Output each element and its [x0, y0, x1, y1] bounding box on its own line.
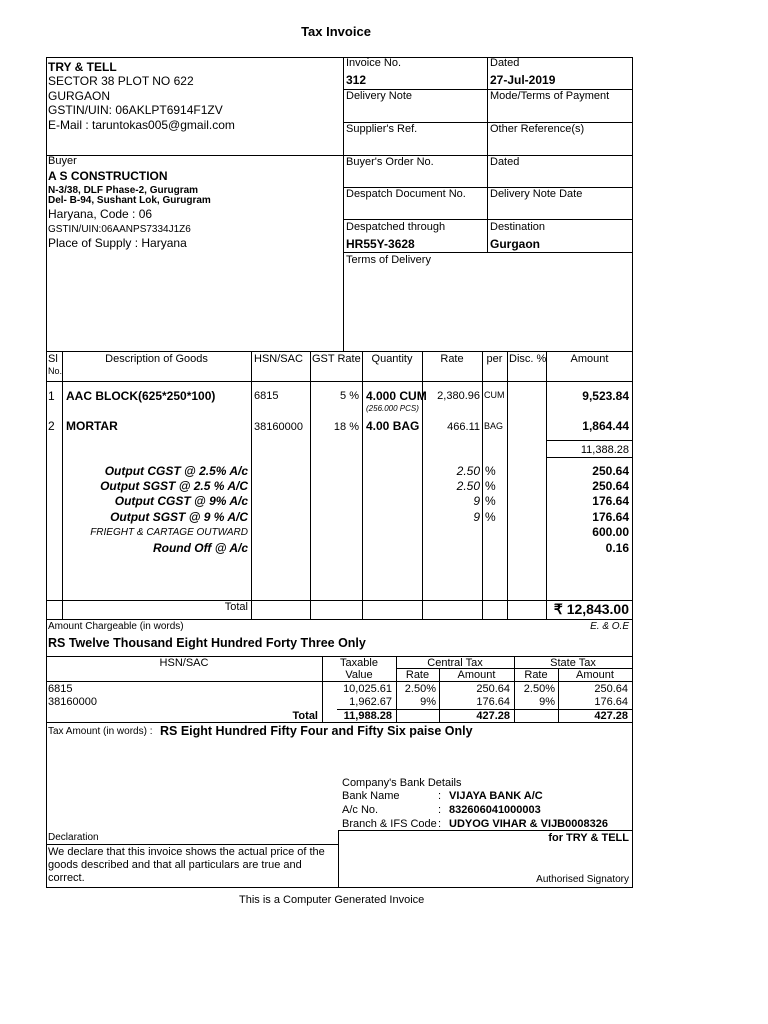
- hsn-total-central: 427.28: [476, 710, 510, 722]
- state-amount-header: Amount: [576, 669, 614, 681]
- eoe: E. & O.E: [590, 621, 629, 632]
- taxable-col-header: Taxable: [340, 657, 378, 669]
- seller-gstin: GSTIN/UIN: 06AKLPT6914F1ZV: [48, 103, 223, 117]
- tax-rate: 2.50: [456, 479, 480, 493]
- item-hsn: 38160000: [254, 421, 303, 433]
- item-per: CUM: [484, 390, 505, 400]
- seller-address-line2: GURGAON: [48, 89, 111, 103]
- state-rate: 9%: [539, 696, 555, 708]
- tax-percent: %: [485, 494, 496, 508]
- hsn-total-state: 427.28: [594, 710, 628, 722]
- hsn-col-header: HSN/SAC: [159, 657, 209, 669]
- state-rate-header: Rate: [524, 669, 548, 681]
- seller-name: TRY & TELL: [48, 60, 117, 74]
- total-label: Total: [224, 601, 248, 613]
- bank-colon: :: [438, 790, 442, 802]
- seller-email: E-Mail : taruntokas005@gmail.com: [48, 118, 235, 132]
- item-gst-rate: 5 %: [340, 390, 359, 402]
- central-rate-header: Rate: [405, 669, 430, 681]
- state-rate: 2.50%: [523, 683, 555, 695]
- hsn-code: 6815: [48, 683, 73, 695]
- subtotal-amount: 11,388.28: [580, 444, 629, 456]
- tax-amount: 600.00: [592, 525, 629, 539]
- buyer-address-line1: N-3/38, DLF Phase-2, Gurugram: [48, 185, 199, 196]
- declaration-line1: We declare that this invoice shows the actual price of the: [48, 846, 325, 858]
- item-quantity: 4.00 BAG: [366, 419, 420, 433]
- col-gst-rate: GST Rate: [312, 353, 361, 365]
- state-amount: 250.64: [594, 683, 628, 695]
- col-per: per: [486, 353, 503, 365]
- account-no: 832606041000003: [449, 804, 541, 816]
- buyers-order-label: Buyer's Order No.: [346, 156, 434, 168]
- mode-terms-label: Mode/Terms of Payment: [490, 90, 610, 102]
- despatched-through: HR55Y-3628: [346, 237, 415, 251]
- bank-name-label: Bank Name: [342, 790, 400, 802]
- invoice-date: 27-Jul-2019: [490, 73, 556, 87]
- for-company: for TRY & TELL: [548, 832, 629, 844]
- tax-amount: 250.64: [592, 464, 629, 478]
- col-amount: Amount: [570, 353, 609, 365]
- item-rate: 466.11: [447, 421, 480, 433]
- tax-label: Output SGST @ 9 % A/C: [110, 510, 248, 524]
- tax-rate: 9: [473, 510, 480, 524]
- tax-percent: %: [485, 464, 496, 478]
- branch-ifsc: UDYOG VIHAR & VIJB0008326: [449, 818, 608, 830]
- authorised-signatory: Authorised Signatory: [536, 874, 629, 885]
- state-amount: 176.64: [594, 696, 628, 708]
- central-amount-header: Amount: [457, 669, 496, 681]
- central-tax-header: Central Tax: [427, 657, 483, 669]
- buyer-address-line2: Del- B-94, Sushant Lok, Gurugram: [48, 195, 211, 206]
- central-amount: 250.64: [476, 683, 510, 695]
- col-quantity: Quantity: [371, 353, 413, 365]
- item-hsn: 6815: [254, 390, 279, 402]
- col-rate: Rate: [440, 353, 464, 365]
- taxable-value: 1,962.67: [349, 696, 392, 708]
- tax-label: Output SGST @ 2.5 % A/C: [100, 479, 248, 493]
- despatched-through-label: Despatched through: [346, 221, 446, 233]
- terms-of-delivery-label: Terms of Delivery: [346, 254, 431, 266]
- col-description: Description of Goods: [105, 353, 208, 365]
- buyer-name: A S CONSTRUCTION: [48, 169, 168, 183]
- item-sl: 1: [48, 389, 55, 403]
- amount-words-label: Amount Chargeable (in words): [48, 621, 184, 632]
- order-dated-label: Dated: [490, 156, 520, 168]
- bank-colon: :: [438, 804, 442, 816]
- item-sl: 2: [48, 419, 55, 433]
- col-sl-no: No.: [48, 366, 63, 376]
- state-tax-header: State Tax: [550, 657, 596, 669]
- declaration-label: Declaration: [48, 832, 99, 843]
- tax-amount: 176.64: [592, 510, 629, 524]
- destination: Gurgaon: [490, 237, 540, 251]
- taxable-col-header-2: Value: [345, 669, 373, 681]
- tax-label: Output CGST @ 2.5% A/c: [104, 464, 248, 478]
- col-sl: Sl: [48, 353, 58, 365]
- tax-percent: %: [485, 510, 496, 524]
- suppliers-ref-label: Supplier's Ref.: [346, 123, 418, 135]
- tax-amount-in-words: RS Eight Hundred Fifty Four and Fifty Six paise Only: [160, 724, 473, 738]
- tax-label: Round Off @ A/c: [152, 541, 248, 555]
- taxable-value: 10,025.61: [343, 683, 392, 695]
- despatch-doc-label: Despatch Document No.: [346, 188, 466, 200]
- item-quantity: 4.000 CUM: [366, 389, 427, 403]
- tax-rate: 9: [473, 494, 480, 508]
- place-of-supply: Place of Supply : Haryana: [48, 236, 187, 250]
- delivery-note-date-label: Delivery Note Date: [490, 188, 583, 200]
- delivery-note-label: Delivery Note: [346, 90, 413, 102]
- amount-in-words: RS Twelve Thousand Eight Hundred Forty Three Only: [48, 636, 366, 650]
- buyer-label: Buyer: [48, 155, 77, 167]
- tax-label: FRIEGHT & CARTAGE OUTWARD: [90, 527, 248, 538]
- item-description: AAC BLOCK(625*250*100): [66, 389, 216, 403]
- col-disc: Disc. %: [509, 353, 547, 365]
- invoice-no-label: Invoice No.: [346, 57, 402, 69]
- tax-label: Output CGST @ 9% A/c: [114, 494, 248, 508]
- tax-amount: 176.64: [592, 494, 629, 508]
- item-gst-rate: 18 %: [333, 421, 359, 433]
- item-amount: 1,864.44: [582, 419, 629, 433]
- branch-label: Branch & IFS Code: [342, 818, 437, 830]
- destination-label: Destination: [490, 221, 546, 233]
- tax-words-label: Tax Amount (in words) :: [48, 726, 153, 737]
- tax-amount: 0.16: [605, 541, 629, 555]
- hsn-code: 38160000: [48, 696, 97, 708]
- buyer-gstin: GSTIN/UIN:06AANPS7334J1Z6: [48, 224, 191, 235]
- declaration-line3: correct.: [48, 872, 85, 884]
- tax-amount: 250.64: [592, 479, 629, 493]
- item-description: MORTAR: [66, 419, 118, 433]
- hsn-total-value: 11,988.28: [343, 710, 392, 722]
- col-hsn: HSN/SAC: [254, 353, 303, 365]
- seller-address-line1: SECTOR 38 PLOT NO 622: [48, 74, 194, 88]
- other-ref-label: Other Reference(s): [490, 123, 585, 135]
- tax-rate: 2.50: [456, 464, 480, 478]
- declaration-line2: goods described and that all particulars are true and: [48, 859, 302, 871]
- dated-label: Dated: [490, 57, 520, 69]
- invoice-no: 312: [346, 73, 367, 87]
- item-rate: 2,380.96: [437, 390, 480, 402]
- grand-total: ₹ 12,843.00: [553, 601, 629, 617]
- bank-colon: :: [438, 818, 442, 830]
- account-no-label: A/c No.: [342, 804, 379, 816]
- central-rate: 9%: [420, 696, 436, 708]
- buyer-state: Haryana, Code : 06: [48, 207, 153, 221]
- central-amount: 176.64: [476, 696, 510, 708]
- item-per: BAG: [484, 421, 504, 431]
- computer-generated-note: This is a Computer Generated Invoice: [239, 894, 425, 906]
- central-rate: 2.50%: [404, 683, 436, 695]
- hsn-total-label: Total: [292, 710, 318, 722]
- item-amount: 9,523.84: [582, 389, 629, 403]
- tax-percent: %: [485, 479, 496, 493]
- invoice-title: Tax Invoice: [301, 24, 371, 39]
- bank-heading: Company's Bank Details: [342, 777, 462, 789]
- bank-name: VIJAYA BANK A/C: [449, 790, 543, 802]
- item-quantity-sub: (256.000 PCS): [366, 404, 419, 413]
